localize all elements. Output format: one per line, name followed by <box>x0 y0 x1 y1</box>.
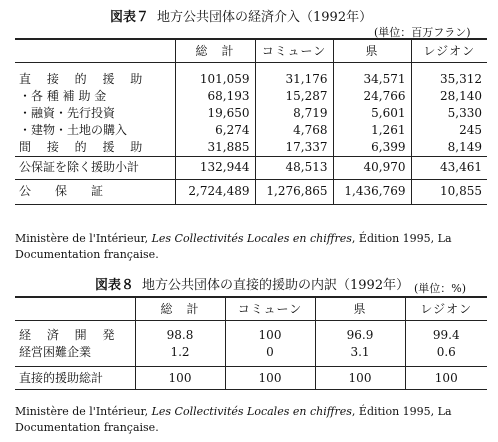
cell-value: 1,261 <box>333 122 411 139</box>
cell-value: 100 <box>225 327 315 344</box>
cell-value: 0.6 <box>405 344 487 361</box>
cell-value: 4,768 <box>255 122 333 139</box>
figure7-label: 図表７ <box>110 10 150 25</box>
cell-value: 19,650 <box>175 105 255 122</box>
figure8-header-row <box>15 297 487 321</box>
figure7-col-header: 県 <box>333 39 411 63</box>
source-prefix: Ministère de l'Intérieur, <box>15 232 152 245</box>
cell-value: 24,766 <box>333 88 411 105</box>
cell-value: 96.9 <box>315 327 405 344</box>
table-row <box>15 122 487 139</box>
table-row <box>15 71 487 88</box>
cell-value: 8,719 <box>255 105 333 122</box>
cell-value: 99.4 <box>405 327 487 344</box>
row-label: ・建物・土地の購入 <box>19 122 128 137</box>
row-label: 直接的援助総計 <box>15 367 135 390</box>
cell-value: 5,601 <box>333 105 411 122</box>
source-title: Les Collectivités Locales en chiffres <box>151 232 352 245</box>
figure7-corner-cell <box>15 39 175 63</box>
figure8-title-text: 地方公共団体の直接的援助の内訳（1992年） <box>142 278 410 293</box>
cell-value: 98.8 <box>135 327 225 344</box>
source-title: Les Collectivités Locales en chiffres <box>151 405 352 418</box>
row-label: 公保証を除く援助小計 <box>15 156 175 179</box>
row-label: 直 接 的 援 助 <box>19 71 149 86</box>
cell-value: 43,461 <box>411 156 487 179</box>
cell-value: 245 <box>411 122 487 139</box>
table-row <box>15 88 487 105</box>
table-row <box>15 139 487 157</box>
cell-value: 68,193 <box>175 88 255 105</box>
table-row <box>15 156 487 179</box>
figure7-col-header: 総 計 <box>175 39 255 63</box>
cell-value: 35,312 <box>411 71 487 88</box>
table-row <box>15 344 487 361</box>
cell-value: 34,571 <box>333 71 411 88</box>
figure7-unit: (単位：百万フラン) <box>374 26 471 39</box>
figure8-table <box>15 296 487 390</box>
source-suffix: , Édition 1995, La Documentation française. <box>15 232 452 261</box>
figure7-title <box>110 6 372 25</box>
figure7-header-row <box>15 39 487 63</box>
cell-value: 28,140 <box>411 88 487 105</box>
source-prefix: Ministère de l'Intérieur, <box>15 405 152 418</box>
cell-value: 8,149 <box>411 139 487 157</box>
figure8-unit: (単位：%) <box>414 282 467 295</box>
cell-value: 100 <box>225 367 315 390</box>
figure8-title <box>95 274 409 293</box>
cell-value: 3.1 <box>315 344 405 361</box>
cell-value: 40,970 <box>333 156 411 179</box>
figure7-col-header: コミューン <box>255 39 333 63</box>
cell-value: 100 <box>315 367 405 390</box>
row-label: ・各 種 補 助 金 <box>19 88 107 103</box>
table-row <box>15 327 487 344</box>
figure7-table <box>15 38 487 205</box>
table-row <box>15 105 487 122</box>
cell-value: 1,276,865 <box>255 179 333 204</box>
cell-value: 10,855 <box>411 179 487 204</box>
row-label: 経 済 開 発 <box>19 328 121 342</box>
cell-value: 100 <box>135 367 225 390</box>
cell-value: 2,724,489 <box>175 179 255 204</box>
table-row <box>15 367 487 390</box>
row-label: 経営困難企業 <box>19 345 92 359</box>
figure8-label: 図表８ <box>95 278 135 293</box>
row-label: ・融資・先行投資 <box>19 105 116 120</box>
figure8-col-header: コミューン <box>225 297 315 321</box>
cell-value: 6,274 <box>175 122 255 139</box>
figure7-col-header: レジオン <box>411 39 487 63</box>
cell-value: 100 <box>405 367 487 390</box>
cell-value: 132,944 <box>175 156 255 179</box>
cell-value: 31,176 <box>255 71 333 88</box>
cell-value: 0 <box>225 344 315 361</box>
figure8-col-header: レジオン <box>405 297 487 321</box>
cell-value: 5,330 <box>411 105 487 122</box>
cell-value: 15,287 <box>255 88 333 105</box>
figure8-col-header: 総 計 <box>135 297 225 321</box>
figure7-source <box>15 231 490 263</box>
figure7-title-text: 地方公共団体の経済介入（1992年） <box>157 10 373 25</box>
cell-value: 17,337 <box>255 139 333 157</box>
row-label: 公 保 証 <box>15 179 175 204</box>
cell-value: 1,436,769 <box>333 179 411 204</box>
cell-value: 6,399 <box>333 139 411 157</box>
cell-value: 1.2 <box>135 344 225 361</box>
cell-value: 31,885 <box>175 139 255 157</box>
table-row <box>15 63 487 71</box>
figure7-header <box>0 6 498 39</box>
cell-value: 48,513 <box>255 156 333 179</box>
row-label: 間 接 的 援 助 <box>19 139 149 154</box>
figure8-source <box>15 404 490 436</box>
figure8-corner-cell <box>15 297 135 321</box>
cell-value: 101,059 <box>175 71 255 88</box>
figure8-header <box>0 274 498 295</box>
source-suffix: , Édition 1995, La Documentation française. <box>15 405 452 434</box>
figure8-col-header: 県 <box>315 297 405 321</box>
table-row <box>15 179 487 204</box>
